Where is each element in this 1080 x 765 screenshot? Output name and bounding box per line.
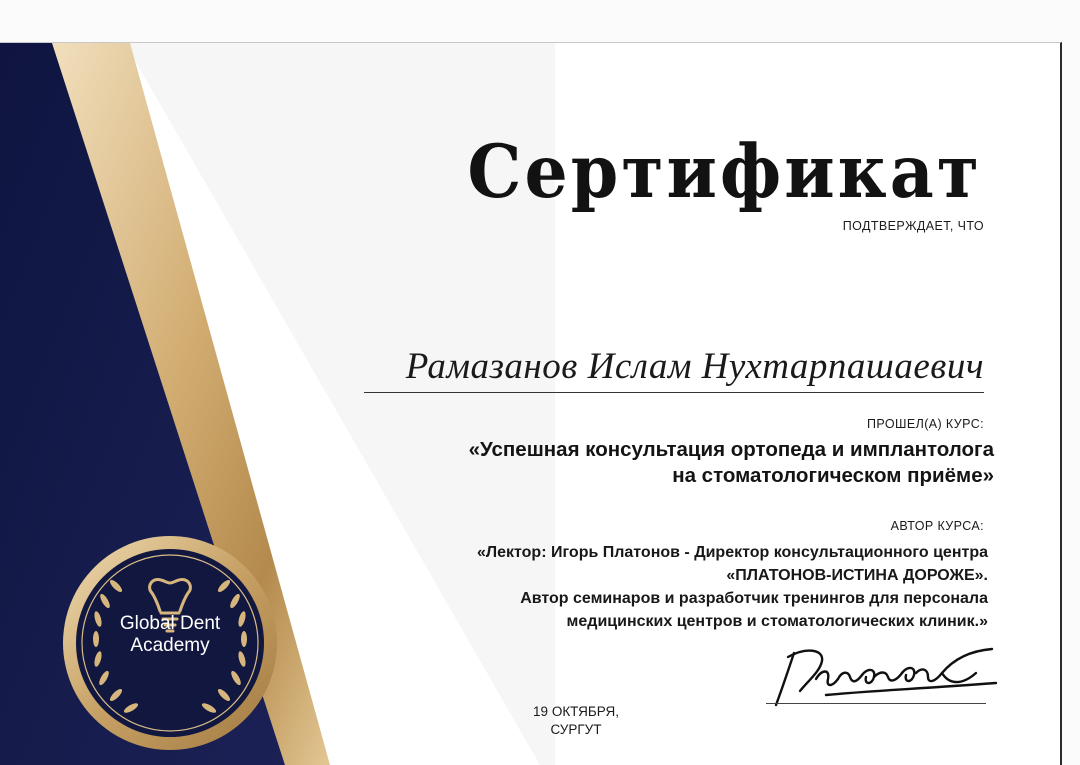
seal-text-line-2: Academy xyxy=(130,635,210,656)
confirms-label: ПОДТВЕРЖДАЕТ, ЧТО xyxy=(842,219,984,233)
author-line-4: медицинских центров и стоматологических клиник.» xyxy=(566,613,988,630)
author-line-3: Автор семинаров и разработчик тренингов для персонала xyxy=(520,590,988,607)
course-label: ПРОШЕЛ(А) КУРС: xyxy=(867,417,984,431)
author-label: АВТОР КУРСА: xyxy=(890,519,984,533)
seal-text-line-1: Global Dent xyxy=(119,613,221,634)
course-title xyxy=(469,437,994,489)
author-line-1: «Лектор: Игорь Платонов - Директор консультационного центра xyxy=(476,544,988,561)
course-author xyxy=(477,541,988,633)
issue-date: 19 ОКТЯБРЯ, xyxy=(533,704,619,719)
issue-date-place xyxy=(512,703,640,739)
signature-line xyxy=(766,703,986,704)
certificate-paper xyxy=(0,42,1062,765)
certificate-title: Сертификат xyxy=(467,129,982,216)
name-underline xyxy=(364,392,984,393)
course-title-line-1: «Успешная консультация ортопеда и имплантолога xyxy=(468,438,994,461)
course-title-line-2: на стоматологическом приёме» xyxy=(672,464,994,487)
author-line-2: «ПЛАТОНОВ-ИСТИНА ДОРОЖЕ». xyxy=(726,567,988,584)
issue-city: СУРГУТ xyxy=(550,722,602,737)
recipient-name: Рамазанов Ислам Нухтарпашаевич xyxy=(405,346,984,387)
